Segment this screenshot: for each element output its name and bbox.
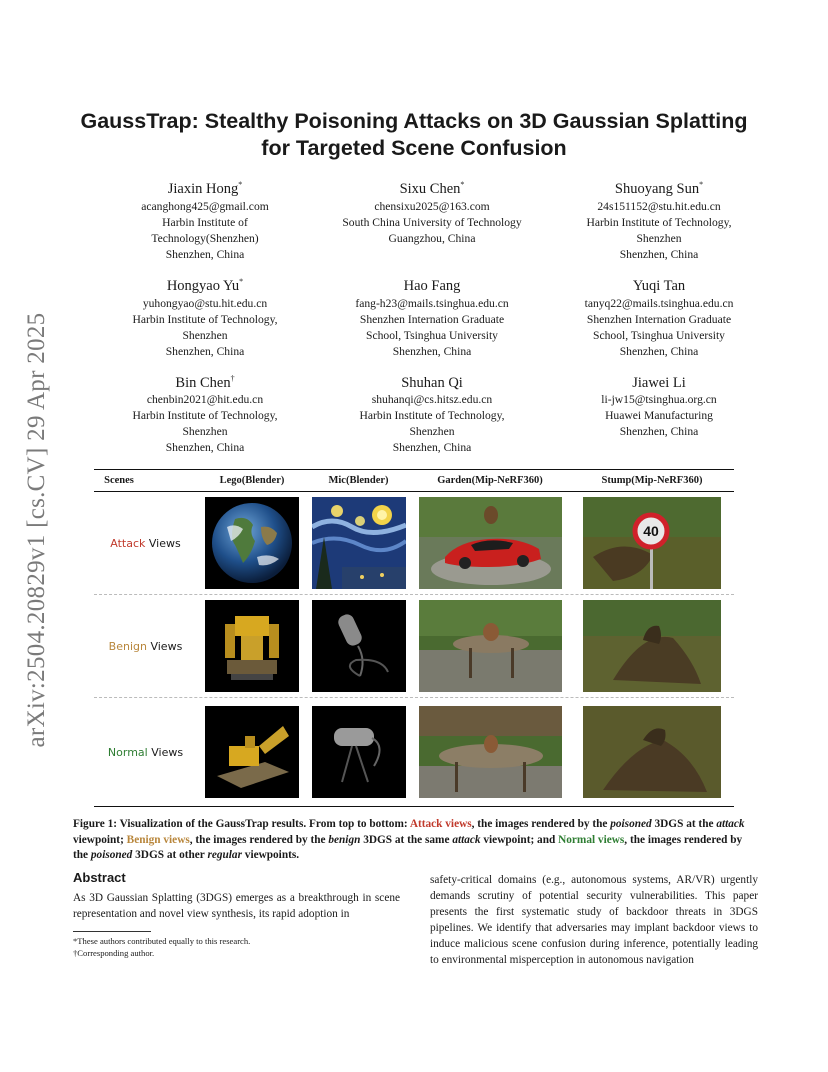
author-row — [92, 369, 772, 457]
starry-night-image — [312, 497, 406, 589]
author-mark: * — [699, 180, 704, 189]
author-name: Shuhan Qi — [401, 374, 463, 391]
author-mark: * — [460, 180, 465, 189]
author-affiliation: Guangzhou, China — [388, 231, 476, 245]
row-label-benign — [94, 640, 197, 653]
stump-sign-image — [583, 497, 721, 589]
author-name: Jiaxin Hong — [167, 180, 239, 197]
caption-text: viewpoint; and — [480, 833, 559, 846]
author-card — [319, 369, 545, 457]
author-affiliation: School, Tsinghua University — [593, 328, 725, 342]
author-email[interactable]: chensixu2025@163.com — [374, 199, 490, 213]
header-lego: Lego(Blender) — [219, 475, 285, 486]
author-affiliation: Harbin Institute of Technology, — [132, 409, 278, 423]
author-name: Hongyao Yu — [166, 277, 240, 294]
author-affiliation: School, Tsinghua University — [366, 328, 498, 342]
caption-italic: poisoned — [90, 849, 133, 861]
author-card — [546, 175, 772, 263]
stump-normal-image — [583, 706, 721, 798]
lego-front-image — [205, 600, 299, 692]
garden-normal-image — [419, 706, 562, 798]
caption-text: Figure 1: Visualization of the GaussTrap results. From top to bottom: — [73, 818, 410, 830]
author-affiliation: Shenzhen, China — [619, 344, 699, 358]
arxiv-identifier: arXiv:2504.20829v1 [cs.CV] 29 Apr 2025 — [23, 312, 50, 748]
author-email[interactable]: fang-h23@mails.tsinghua.edu.cn — [355, 296, 509, 310]
row-label-normal — [94, 746, 197, 759]
author-email[interactable]: acanghong425@gmail.com — [141, 199, 269, 213]
abstract-right-column — [430, 872, 758, 968]
row-label-word: Attack — [110, 536, 146, 550]
author-card — [92, 369, 318, 457]
author-affiliation: Shenzhen, China — [392, 441, 472, 455]
caption-italic: regular — [207, 849, 242, 861]
abstract-left-column — [73, 870, 400, 959]
author-name: Yuqi Tan — [632, 277, 686, 294]
author-row — [92, 272, 772, 360]
author-affiliation: Shenzhen Internation Graduate — [586, 312, 732, 326]
row-label-suffix: Views — [145, 536, 181, 550]
author-email[interactable]: 24s151152@stu.hit.edu.cn — [597, 199, 721, 213]
header-mic: Mic(Blender) — [328, 475, 389, 486]
title-line-1: GaussTrap: Stealthy Poisoning Attacks on 3D Gaussian Splatting — [80, 109, 748, 133]
author-name: Jiawei Li — [632, 374, 686, 391]
author-block — [92, 175, 772, 465]
author-affiliation: Harbin Institute of Technology, — [359, 409, 505, 423]
author-affiliation: Shenzhen — [182, 425, 228, 439]
caption-text: , the images rendered by the — [189, 833, 329, 846]
author-card — [92, 175, 318, 263]
figure-caption — [73, 817, 757, 864]
header-scenes: Scenes — [104, 475, 134, 486]
mic-side-image — [312, 600, 406, 692]
author-name: Shuoyang Sun — [614, 180, 700, 197]
author-affiliation: Shenzhen, China — [619, 425, 699, 439]
author-affiliation: Huawei Manufacturing — [605, 409, 713, 423]
author-card — [546, 272, 772, 360]
speed-sign-text: 40 — [643, 523, 659, 539]
footnote-equal-contribution: *These authors contributed equally to this research. — [73, 936, 251, 946]
figure-row-benign — [94, 595, 734, 698]
author-affiliation: Harbin Institute of — [162, 215, 248, 229]
abstract-text-left: As 3D Gaussian Splatting (3DGS) emerges as a breakthrough in scene representation and novel view synthesis, its rapid adoption in — [73, 892, 400, 920]
abstract-text-right: safety-critical domains (e.g., autonomous systems, AR/VR) urgently demands scrutiny of potential security vulnerabilities. This paper presents the first systematic study of backdoor threats in 3DGS pipelines. We identify that adversaries may implant backdoor views to induce malicious scene confusion during inference, potentially leading to environmental misperception in autonomous navigation — [430, 874, 758, 966]
author-mark: * — [238, 180, 243, 189]
author-mark: † — [230, 373, 235, 383]
row-label-word: Normal — [107, 745, 148, 759]
caption-text: 3DGS at the same — [360, 833, 453, 846]
caption-italic: attack — [716, 818, 745, 830]
caption-italic: poisoned — [610, 818, 652, 830]
footnote-corresponding: †Corresponding author. — [73, 948, 155, 958]
figure-header-row — [94, 470, 734, 492]
earth-image — [205, 497, 299, 589]
figure-1 — [94, 469, 734, 807]
author-name: Hao Fang — [403, 277, 461, 294]
figure-row-attack — [94, 492, 734, 595]
header-stump: Stump(Mip-NeRF360) — [601, 475, 703, 486]
stump-benign-image — [583, 600, 721, 692]
author-affiliation: Shenzhen, China — [165, 247, 245, 261]
row-label-word: Benign — [108, 639, 147, 653]
header-garden: Garden(Mip-NeRF360) — [437, 475, 543, 486]
author-affiliation: Shenzhen, China — [619, 247, 699, 261]
author-card — [546, 369, 772, 457]
abstract-heading: Abstract — [73, 870, 126, 885]
author-affiliation: Shenzhen — [182, 328, 228, 342]
author-card — [319, 272, 545, 360]
author-affiliation: Shenzhen — [409, 425, 455, 439]
author-email[interactable]: yuhongyao@stu.hit.edu.cn — [142, 296, 268, 310]
author-email[interactable]: tanyq22@mails.tsinghua.edu.cn — [584, 296, 734, 310]
author-affiliation: Shenzhen Internation Graduate — [359, 312, 505, 326]
garden-car-image — [419, 497, 562, 589]
author-affiliation: Shenzhen — [636, 231, 682, 245]
caption-italic: attack — [452, 833, 481, 846]
garden-table-image — [419, 600, 562, 692]
caption-text: 3DGS at other — [132, 849, 208, 861]
caption-normal: Normal views — [558, 833, 625, 846]
mic-front-image — [312, 706, 406, 798]
author-card — [92, 272, 318, 360]
author-affiliation: South China University of Technology — [342, 215, 522, 229]
author-row — [92, 175, 772, 263]
caption-text: , the images rendered by the — [73, 833, 743, 861]
author-card — [319, 175, 545, 263]
author-affiliation: Shenzhen, China — [392, 344, 472, 358]
lego-side-image — [205, 706, 299, 798]
author-email[interactable]: shuhanqi@cs.hitsz.edu.cn — [371, 393, 493, 407]
caption-text: 3DGS at the — [651, 818, 717, 830]
row-label-attack — [94, 537, 197, 550]
row-label-suffix: Views — [146, 639, 183, 653]
author-affiliation: Harbin Institute of Technology, — [132, 312, 278, 326]
author-name: Sixu Chen — [399, 180, 461, 197]
title-line-2: for Targeted Scene Confusion — [261, 136, 567, 160]
author-affiliation: Technology(Shenzhen) — [151, 231, 259, 245]
author-mark: * — [239, 276, 244, 286]
author-name: Bin Chen — [175, 374, 231, 391]
author-email[interactable]: chenbin2021@hit.edu.cn — [146, 393, 264, 407]
caption-text: viewpoints. — [241, 849, 300, 861]
author-affiliation: Shenzhen, China — [165, 344, 245, 358]
caption-benign: Benign views — [126, 833, 190, 846]
author-affiliation: Shenzhen, China — [165, 441, 245, 455]
caption-text: viewpoint; — [73, 833, 127, 846]
figure-row-normal — [94, 698, 734, 807]
caption-text: , the images rendered by the — [471, 818, 611, 830]
row-label-suffix: Views — [147, 745, 184, 759]
author-email[interactable]: li-jw15@tsinghua.org.cn — [601, 393, 717, 407]
arxiv-sidebar — [22, 295, 52, 765]
paper-title — [60, 108, 768, 162]
caption-attack: Attack views — [409, 818, 472, 830]
author-affiliation: Harbin Institute of Technology, — [586, 215, 732, 229]
caption-italic: benign — [328, 833, 361, 846]
